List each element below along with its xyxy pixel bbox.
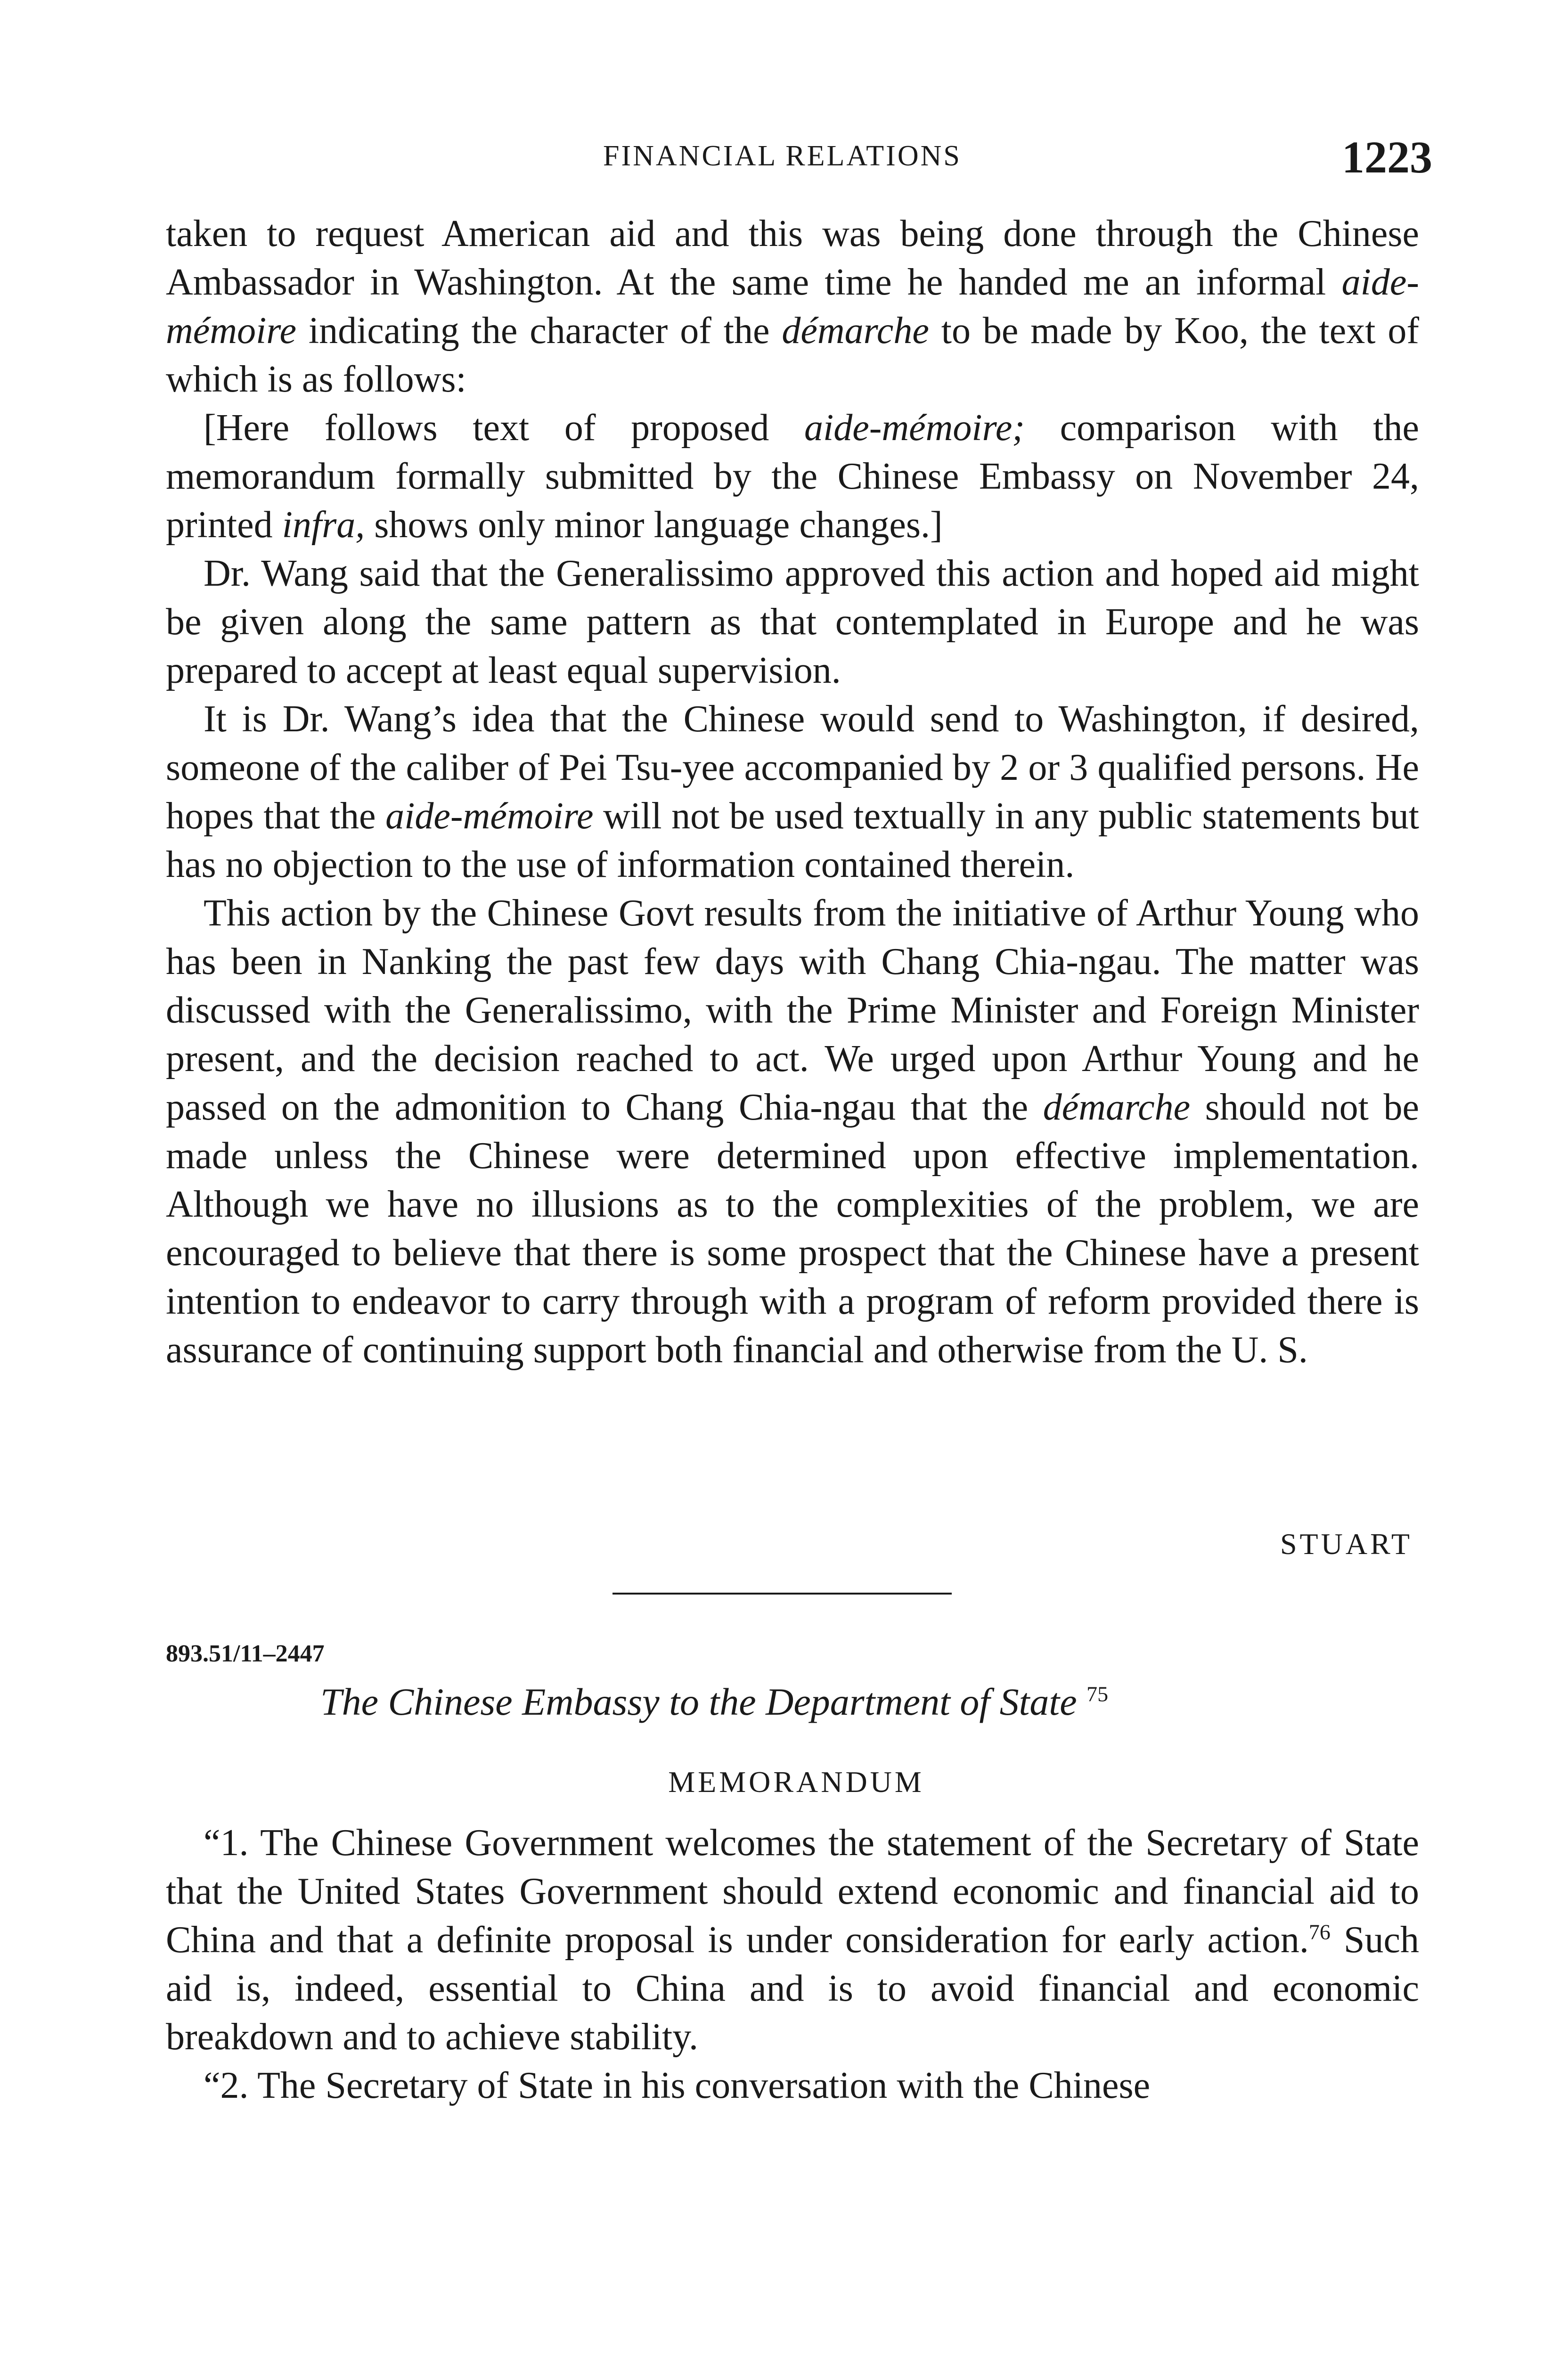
page-number: 1223 bbox=[1342, 132, 1432, 182]
memorandum-body bbox=[166, 1819, 1419, 2110]
paragraph: “2. The Secretary of State in his conversation with the Chinese bbox=[204, 2065, 1151, 2106]
text-run: should not be made unless the Chinese were determined upon effective implementation. Although we have no illusions as to the complexities of the problem, we are encouraged to believe that there is some prospect that the Chinese have a present intention to endeavor to carry through with a program of reform provided there is assurance of continuing support both financial and otherwise from the U. S. bbox=[166, 1087, 1419, 1371]
text-run: Such aid is, indeed, essential to China and is to avoid financial and economic breakdown and to achieve stability. bbox=[166, 1919, 1420, 2058]
text-run: indicating the character of the bbox=[296, 310, 782, 352]
footnote-ref: 75 bbox=[1086, 1682, 1109, 1706]
memo-heading: MEMORANDUM bbox=[668, 1765, 924, 1799]
page-header bbox=[603, 131, 1432, 183]
italic-term: infra, bbox=[282, 504, 365, 546]
paragraph bbox=[166, 1819, 1419, 2062]
text-run: comparison with the memorandum formally submitted by the Chinese Embassy on November 24, printed bbox=[166, 407, 1419, 546]
file-number: 893.51/11–2447 bbox=[166, 1640, 325, 1667]
signature: STUART bbox=[1280, 1527, 1413, 1561]
section-divider bbox=[612, 1593, 952, 1595]
italic-term: démarche bbox=[782, 310, 929, 352]
text-run: [Here follows text of proposed bbox=[204, 407, 804, 449]
italic-term: démarche bbox=[1043, 1087, 1191, 1128]
text-run: shows only minor language changes.] bbox=[365, 504, 943, 546]
text-run: This action by the Chinese Govt results from the initiative of Arthur Young who has been in Nanking the past few days with Chang Chia-ngau. The matter was discussed with the Generalissimo, with the Prime Minister and Foreign Minister present, and the decision reached to act. We urged upon Arthur Young and he passed on the admonition to Chang Chia-ngau that the bbox=[166, 892, 1419, 1128]
italic-term: aide-mémoire bbox=[166, 262, 1419, 352]
title-text: The Chinese Embassy to the Department of State bbox=[320, 1680, 1077, 1723]
italic-term: aide-mémoire; bbox=[804, 407, 1025, 449]
paragraph bbox=[166, 889, 1419, 1374]
text-run: to be made by Koo, the text of which is as follows: bbox=[166, 310, 1420, 400]
italic-term: aide-mémoire bbox=[385, 795, 594, 837]
text-run: taken to request American aid and this was being done through the Chinese Ambassador in Washington. At the same time he handed me an informal bbox=[166, 213, 1419, 303]
paragraph bbox=[166, 210, 1419, 404]
text-run: It is Dr. Wang’s idea that the Chinese would send to Washington, if desired, someone of the caliber of Pei Tsu-yee accompanied by 2 or 3 qualified persons. He hopes that the bbox=[166, 698, 1419, 837]
document-title bbox=[320, 1680, 1263, 1724]
telegram-body bbox=[166, 210, 1419, 1374]
footnote-ref: 76 bbox=[1308, 1920, 1331, 1944]
text-run: will not be used textually in any public statements but has no objection to the use of information contained therein. bbox=[166, 795, 1419, 885]
running-title: FINANCIAL RELATIONS bbox=[603, 140, 962, 172]
text-run: “1. The Chinese Government welcomes the statement of the Secretary of State that the United States Government should extend economic and financial aid to China and that a definite proposal is under consideration for early action. bbox=[166, 1822, 1419, 1961]
paragraph: Dr. Wang said that the Generalissimo approved this action and hoped aid might be given along the same pattern as that contemplated in Europe and he was prepared to accept at least equal supervision. bbox=[166, 553, 1419, 691]
paragraph bbox=[166, 695, 1419, 889]
editorial-note bbox=[166, 404, 1419, 549]
